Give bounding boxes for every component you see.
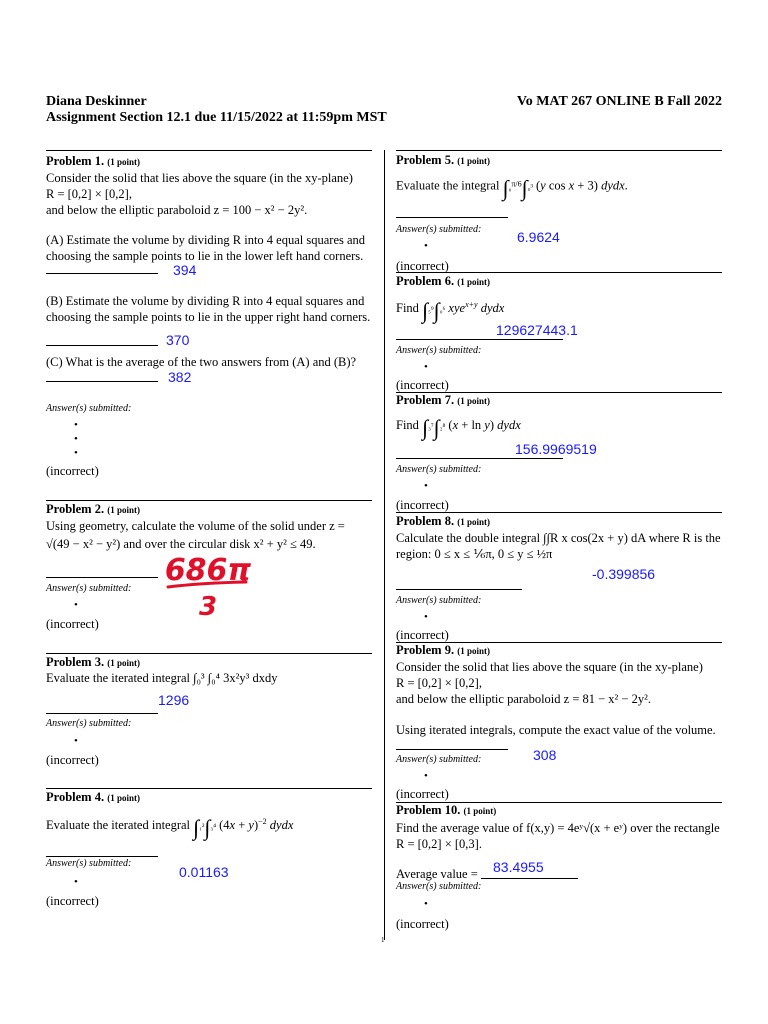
- problem-title: Problem 9.: [396, 643, 455, 657]
- answer-blank[interactable]: [481, 878, 578, 879]
- handwritten-numerator: 686π: [164, 553, 252, 588]
- answer-handwritten: 0.01163: [179, 864, 229, 880]
- p8-line2: region: 0 ≤ x ≤ ⅙π, 0 ≤ y ≤ ½π: [396, 547, 553, 561]
- p1-a-line1: (A) Estimate the volume by dividing R into 4 equal squares and: [46, 233, 366, 247]
- answer-b-handwritten: 370: [166, 332, 190, 348]
- p9-line2: R = [0,2] × [0,2],: [396, 676, 482, 690]
- problem-3-heading: [46, 654, 140, 671]
- problem-9-heading: [396, 642, 490, 659]
- point-value: (1 point): [457, 646, 490, 656]
- p1-a-line2: choosing the sample points to lie in the lower left hand corners.: [46, 249, 364, 263]
- answers-submitted-label: Answer(s) submitted:: [46, 583, 132, 594]
- p1-b-line2: choosing the sample points to lie in the upper right hand corners.: [46, 310, 371, 324]
- status-incorrect: (incorrect): [46, 894, 99, 908]
- answer-c-handwritten: 382: [168, 369, 192, 385]
- bullet: •: [74, 433, 78, 445]
- p5-statement: Evaluate the integral ∫₀$^{\pi/6}$∫₀³ (y cos x + 3) dydx.: [396, 175, 628, 201]
- course-code: Vo MAT 267 ONLINE B Fall 2022: [516, 94, 722, 109]
- p3-line1: Evaluate the iterated integral ∫₀³ ∫₀⁴ 3x²y³ dxdy: [46, 671, 278, 685]
- answers-submitted-label: Answer(s) submitted:: [396, 754, 482, 765]
- p9-line1: Consider the solid that lies above the square (in the xy-plane): [396, 660, 703, 674]
- p8-line1: Calculate the double integral ∫∫R x cos(2x + y) dA where R is the: [396, 531, 721, 545]
- p2-line1: Using geometry, calculate the volume of the solid under z =: [46, 519, 345, 533]
- status-incorrect: (incorrect): [396, 378, 449, 392]
- answer-handwritten: 1296: [158, 692, 190, 708]
- p5-line1: Evaluate the integral: [396, 178, 500, 193]
- answers-submitted-label: Answer(s) submitted:: [396, 595, 482, 606]
- p9-line3: and below the elliptic paraboloid z = 81 − x² − 2y².: [396, 692, 651, 706]
- point-value: (1 point): [457, 396, 490, 406]
- answer-blank-a[interactable]: [46, 273, 158, 274]
- p2-line2: √(49 − x² − y²) and over the circular disk x² + y² ≤ 49.: [46, 537, 316, 551]
- p7-line1: Find: [396, 418, 419, 432]
- problem-divider: [396, 150, 722, 151]
- p1-intro-line1: Consider the solid that lies above the square (in the xy-plane): [46, 171, 353, 185]
- p1-b-line1: (B) Estimate the volume by dividing R into 4 equal squares and: [46, 294, 365, 308]
- bullet: •: [424, 611, 428, 623]
- answers-submitted-label: Answer(s) submitted:: [46, 403, 132, 414]
- p10-line1: Find the average value of f(x,y) = 4eʸ√(x + eʸ) over the rectangle: [396, 821, 720, 835]
- bullet: •: [424, 898, 428, 910]
- answers-submitted-label: Answer(s) submitted:: [46, 858, 132, 869]
- handwritten-denominator: 3: [198, 592, 218, 622]
- answers-submitted-label: Answer(s) submitted:: [396, 224, 482, 235]
- bullet: •: [424, 770, 428, 782]
- answer-blank[interactable]: [396, 749, 508, 750]
- problem-title: Problem 10.: [396, 803, 461, 817]
- point-value: (1 point): [107, 505, 140, 515]
- problem-1-heading: [46, 153, 140, 170]
- answer-blank[interactable]: [396, 589, 522, 590]
- bullet: •: [74, 735, 78, 747]
- column-divider: [384, 150, 385, 940]
- point-value: (1 point): [457, 156, 490, 166]
- problem-5-heading: [396, 152, 490, 169]
- status-incorrect: (incorrect): [46, 753, 99, 767]
- answer-a-handwritten: 394: [173, 262, 197, 278]
- status-incorrect: (incorrect): [396, 259, 449, 273]
- problem-2-heading: [46, 501, 140, 518]
- status-incorrect: (incorrect): [396, 917, 449, 931]
- answer-handwritten: 83.4955: [493, 859, 544, 875]
- point-value: (1 point): [463, 806, 497, 816]
- status-incorrect: (incorrect): [396, 787, 449, 801]
- problem-title: Problem 1.: [46, 154, 105, 168]
- problem-divider: [46, 150, 372, 151]
- p10-line2: R = [0,2] × [0,3].: [396, 837, 482, 851]
- page-number: 1: [381, 936, 385, 944]
- p9-line4: Using iterated integrals, compute the exact value of the volume.: [396, 723, 716, 737]
- status-incorrect: (incorrect): [46, 464, 99, 478]
- problem-4-heading: [46, 789, 140, 806]
- bullet: •: [424, 240, 428, 252]
- problem-7-heading: [396, 392, 490, 409]
- problem-6-heading: [396, 273, 490, 290]
- p6-line1: Find: [396, 301, 419, 316]
- answer-blank[interactable]: [396, 217, 508, 218]
- assignment-title: Assignment Section 12.1 due 11/15/2022 at 11:59pm MST: [46, 110, 387, 125]
- status-incorrect: (incorrect): [46, 617, 99, 631]
- answer-blank-b[interactable]: [46, 345, 158, 346]
- p4-line1: Evaluate the iterated integral: [46, 818, 191, 833]
- bullet: •: [74, 447, 78, 459]
- answer-blank[interactable]: [396, 458, 563, 459]
- answer-blank[interactable]: [46, 856, 158, 857]
- bullet: •: [74, 599, 78, 611]
- bullet: •: [424, 480, 428, 492]
- answers-submitted-label: Answer(s) submitted:: [396, 881, 482, 892]
- answer-blank[interactable]: [46, 577, 158, 578]
- answer-blank[interactable]: [46, 713, 158, 714]
- answers-submitted-label: Answer(s) submitted:: [396, 345, 482, 356]
- p4-statement: Evaluate the iterated integral ∫₁²∫₃⁴ $(4x + y)^{-2}$ dydx: [46, 815, 294, 841]
- student-name: Diana Deskinner: [46, 94, 147, 109]
- problem-title: Problem 2.: [46, 502, 105, 516]
- point-value: (1 point): [457, 517, 490, 527]
- answers-submitted-label: Answer(s) submitted:: [46, 718, 132, 729]
- answer-handwritten: 129627443.1: [496, 322, 578, 338]
- problem-10-heading: [396, 802, 496, 819]
- answer-blank-c[interactable]: [46, 381, 158, 382]
- answers-submitted-label: Answer(s) submitted:: [396, 464, 482, 475]
- answer-handwritten: 156.9969519: [515, 441, 597, 457]
- average-value-label: Average value =: [396, 867, 478, 881]
- problem-8-heading: [396, 513, 490, 530]
- problem-title: Problem 8.: [396, 514, 455, 528]
- bullet: •: [424, 361, 428, 373]
- p1-c-line: (C) What is the average of the two answers from (A) and (B)?: [46, 355, 357, 369]
- problem-title: Problem 4.: [46, 790, 105, 804]
- problem-title: Problem 5.: [396, 153, 455, 167]
- point-value: (1 point): [107, 157, 140, 167]
- bullet: •: [74, 876, 78, 888]
- p7-statement: Find ∫₃⁷∫₂⁸ (x + ln y) dydx: [396, 415, 521, 440]
- handwritten-answer: [160, 553, 260, 623]
- answer-handwritten: -0.399856: [592, 566, 656, 582]
- answer-handwritten: 308: [533, 747, 557, 763]
- problem-title: Problem 6.: [396, 274, 455, 288]
- status-incorrect: (incorrect): [396, 498, 449, 512]
- problem-title: Problem 3.: [46, 655, 105, 669]
- answer-blank[interactable]: [396, 339, 563, 340]
- problem-title: Problem 7.: [396, 393, 455, 407]
- point-value: (1 point): [457, 277, 490, 287]
- status-incorrect: (incorrect): [396, 628, 449, 642]
- p6-statement: Find ∫₅⁹∫₀⁶ xye$^{x+y}$ dydx: [396, 298, 505, 324]
- point-value: (1 point): [107, 658, 140, 668]
- answer-handwritten: 6.9624: [517, 229, 560, 245]
- point-value: (1 point): [107, 793, 140, 803]
- p1-intro-line2: R = [0,2] × [0,2],: [46, 187, 132, 201]
- bullet: •: [74, 419, 78, 431]
- p1-intro-line3: and below the elliptic paraboloid z = 100 − x² − 2y².: [46, 203, 308, 217]
